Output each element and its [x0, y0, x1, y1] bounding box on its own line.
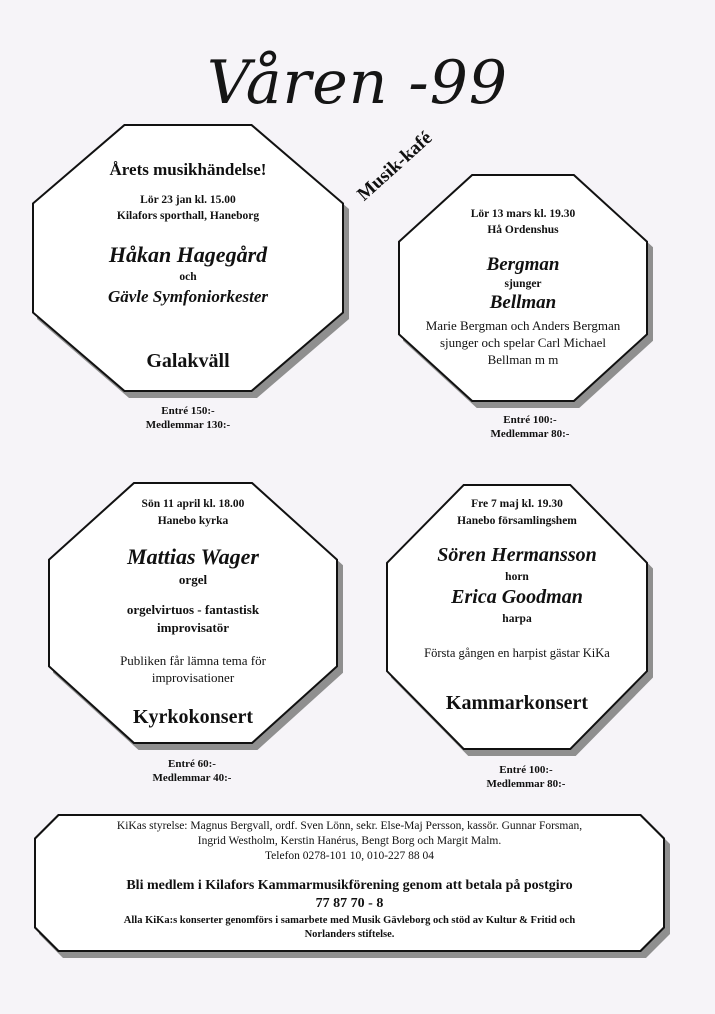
event-performer: Mattias Wager: [127, 544, 259, 569]
member-price: Medlemmar 40:-: [152, 772, 232, 784]
footer-info-box: [34, 814, 665, 952]
event-connector: och: [179, 271, 197, 283]
cooperation-text: Norlanders stiftelse.: [304, 929, 395, 940]
event-place: Hanebo kyrka: [157, 515, 229, 527]
event-heading: Årets musikhändelse!: [109, 160, 267, 179]
event-performer-2: Erica Goodman: [451, 586, 583, 608]
event-place: Kilafors sporthall, Haneborg: [116, 210, 260, 222]
phone-line: Telefon 0278-101 10, 010-227 88 04: [264, 850, 435, 862]
event-date: Lör 23 jan kl. 15.00: [140, 194, 236, 206]
event-price: [112, 757, 272, 785]
event-label: Galakväll: [146, 350, 230, 372]
event-date: Sön 11 april kl. 18.00: [141, 498, 245, 510]
member-price: Medlemmar 80:-: [490, 428, 570, 440]
entry-price: Entré 60:-: [168, 758, 216, 770]
event-date: Fre 7 maj kl. 19.30: [471, 498, 563, 510]
event-place: Hå Ordenshus: [487, 224, 559, 236]
member-price: Medlemmar 130:-: [145, 419, 231, 431]
event-performer-2: Gävle Symfoniorkester: [107, 287, 269, 306]
event-description: Bellman m m: [487, 352, 559, 367]
event-description: Första gången en harpist gästar KiKa: [424, 646, 610, 660]
event-description: improvisatör: [157, 620, 229, 635]
postgiro-number: 77 87 70 - 8: [315, 896, 384, 911]
event-description: sjunger och spelar Carl Michael: [439, 335, 607, 350]
event-card-galakvall: [32, 124, 344, 392]
event-price: [446, 763, 606, 791]
event-instrument-2: harpa: [502, 613, 532, 625]
entry-price: Entré 150:-: [161, 405, 215, 417]
event-description: orgelvirtuos - fantastisk: [126, 602, 260, 617]
event-connector: sjunger: [504, 278, 542, 290]
event-performer-2: Bellman: [489, 292, 557, 313]
entry-price: Entré 100:-: [499, 764, 553, 776]
event-instrument: orgel: [178, 572, 208, 587]
event-description: Marie Bergman och Anders Bergman: [425, 318, 621, 333]
event-card-bergman: [398, 174, 648, 402]
event-card-kammarkonsert: [386, 484, 648, 750]
page-title: Våren -99: [206, 48, 509, 118]
event-place: Hanebo församlingshem: [457, 515, 577, 527]
board-line: KiKas styrelse: Magnus Bergvall, ordf. Sven Lönn, sekr. Else-Maj Persson, kassör. Gunnar Forsman,: [116, 820, 583, 832]
event-performer: Håkan Hagegård: [108, 242, 268, 267]
event-card-kyrkokonsert: [48, 482, 338, 744]
event-description: Publiken får lämna tema för: [120, 653, 266, 668]
event-label: Kammarkonsert: [445, 692, 589, 714]
entry-price: Entré 100:-: [503, 414, 557, 426]
event-performer: Bergman: [486, 254, 560, 275]
event-label: Kyrkokonsert: [133, 706, 253, 728]
member-price: Medlemmar 80:-: [486, 778, 566, 790]
event-price: [450, 413, 610, 441]
event-date: Lör 13 mars kl. 19.30: [470, 208, 576, 220]
join-text: Bli medlem i Kilafors Kammarmusikförening genom att betala på postgiro: [126, 878, 573, 893]
event-performer: Sören Hermansson: [437, 544, 597, 566]
event-instrument: horn: [505, 571, 529, 583]
event-price: [108, 404, 268, 432]
board-line: Ingrid Westholm, Kerstin Hanérus, Bengt Borg och Margit Malm.: [197, 835, 502, 847]
event-description: improvisationer: [151, 670, 235, 685]
cooperation-text: Alla KiKa:s konserter genomförs i samarbete med Musik Gävleborg och stöd av Kultur & Fritid och: [123, 915, 576, 926]
musik-kafe-label: Musik-kafé: [353, 127, 437, 206]
